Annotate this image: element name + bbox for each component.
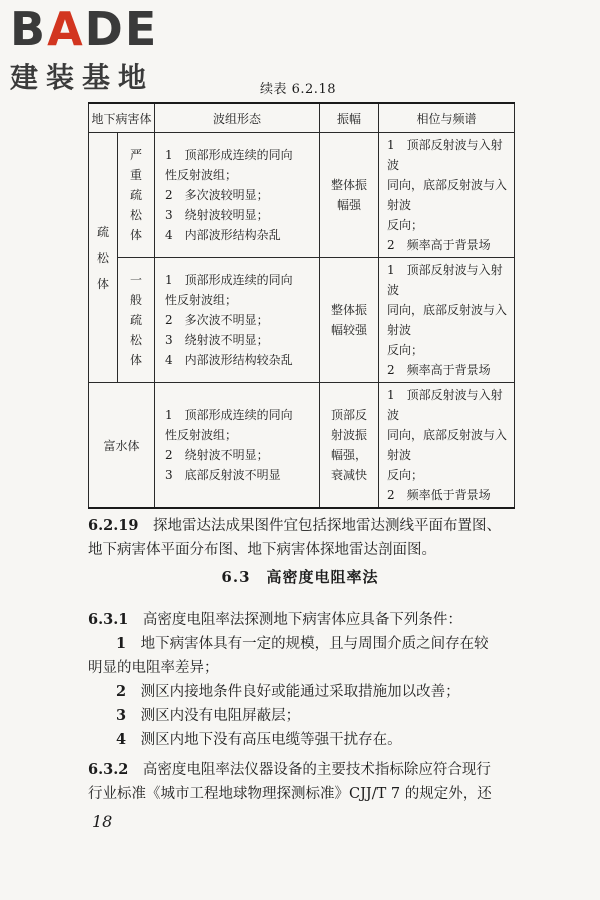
header-cell: 相位与频谱 — [379, 103, 515, 133]
logo-subtitle: 建装基地 — [10, 61, 155, 94]
phase-cell: 1 顶部反射波与入射波 同向，底部反射波与入射波 反向； 2 频率高于背景场 — [379, 133, 515, 258]
subtype-cell: 一般疏松体 — [118, 258, 155, 383]
paragraph-6-3-2: 6.3.2 高密度电阻率法仪器设备的主要技术指标除应符合现行 行业标准《城市工程地球物理探测标准》CJJ/T 7 的规定外，还 — [88, 761, 492, 802]
table-caption: 续表 6.2.18 — [260, 82, 336, 97]
table-header-row — [89, 103, 515, 133]
table-row — [89, 133, 515, 258]
wave-cell: 1 顶部形成连续的同向 性反射波组； 2 绕射波不明显； 3 底部反射波不明显 — [155, 383, 320, 509]
wave-cell: 1 顶部形成连续的同向 性反射波组； 2 多次波较明显； 3 绕射波较明显； 4 内部波形结构杂乱 — [155, 133, 320, 258]
amplitude-cell: 整体振 幅较强 — [320, 258, 379, 383]
page-number: 18 — [92, 812, 113, 831]
table-row — [89, 383, 515, 509]
header-cell: 波组形态 — [155, 103, 320, 133]
amplitude-cell: 顶部反 射波振 幅强， 衰减快 — [320, 383, 379, 509]
table-row — [89, 258, 515, 383]
subtype-cell: 严重疏松体 — [118, 133, 155, 258]
section-heading: 6.3 高密度电阻率法 — [221, 568, 379, 586]
category-cell: 疏松体 — [89, 133, 118, 383]
paragraph-6-3-1: 6.3.1 高密度电阻率法探测地下病害体应具备下列条件： 1 地下病害体具有一定的规模，且与周围介质之间存在较 明显的电阻率差异； 2 测区内接地条件良好或能通过采取措施加以改善； 3 测区内没有电阻屏蔽层； 4 测区内地下没有高压电缆等强干扰存在。 — [88, 611, 489, 748]
paragraph-6-2-19: 6.2.19 探地雷达法成果图件宜包括探地雷达测线平面布置图、 地下病害体平面分布图、地下病害体探地雷达剖面图。 — [88, 517, 501, 558]
wave-table — [88, 102, 515, 509]
logo-wordmark: BADE — [10, 2, 159, 56]
phase-cell: 1 顶部反射波与入射波 同向，底部反射波与入射波 反向； 2 频率低于背景场 — [379, 383, 515, 509]
header-cell: 地下病害体 — [89, 103, 155, 133]
header-cell: 振幅 — [320, 103, 379, 133]
logo — [10, 4, 158, 96]
wave-cell: 1 顶部形成连续的同向 性反射波组； 2 多次波不明显； 3 绕射波不明显； 4 内部波形结构较杂乱 — [155, 258, 320, 383]
subtype-cell: 富水体 — [89, 383, 155, 509]
phase-cell: 1 顶部反射波与入射波 同向，底部反射波与入射波 反向； 2 频率高于背景场 — [379, 258, 515, 383]
amplitude-cell: 整体振 幅强 — [320, 133, 379, 258]
